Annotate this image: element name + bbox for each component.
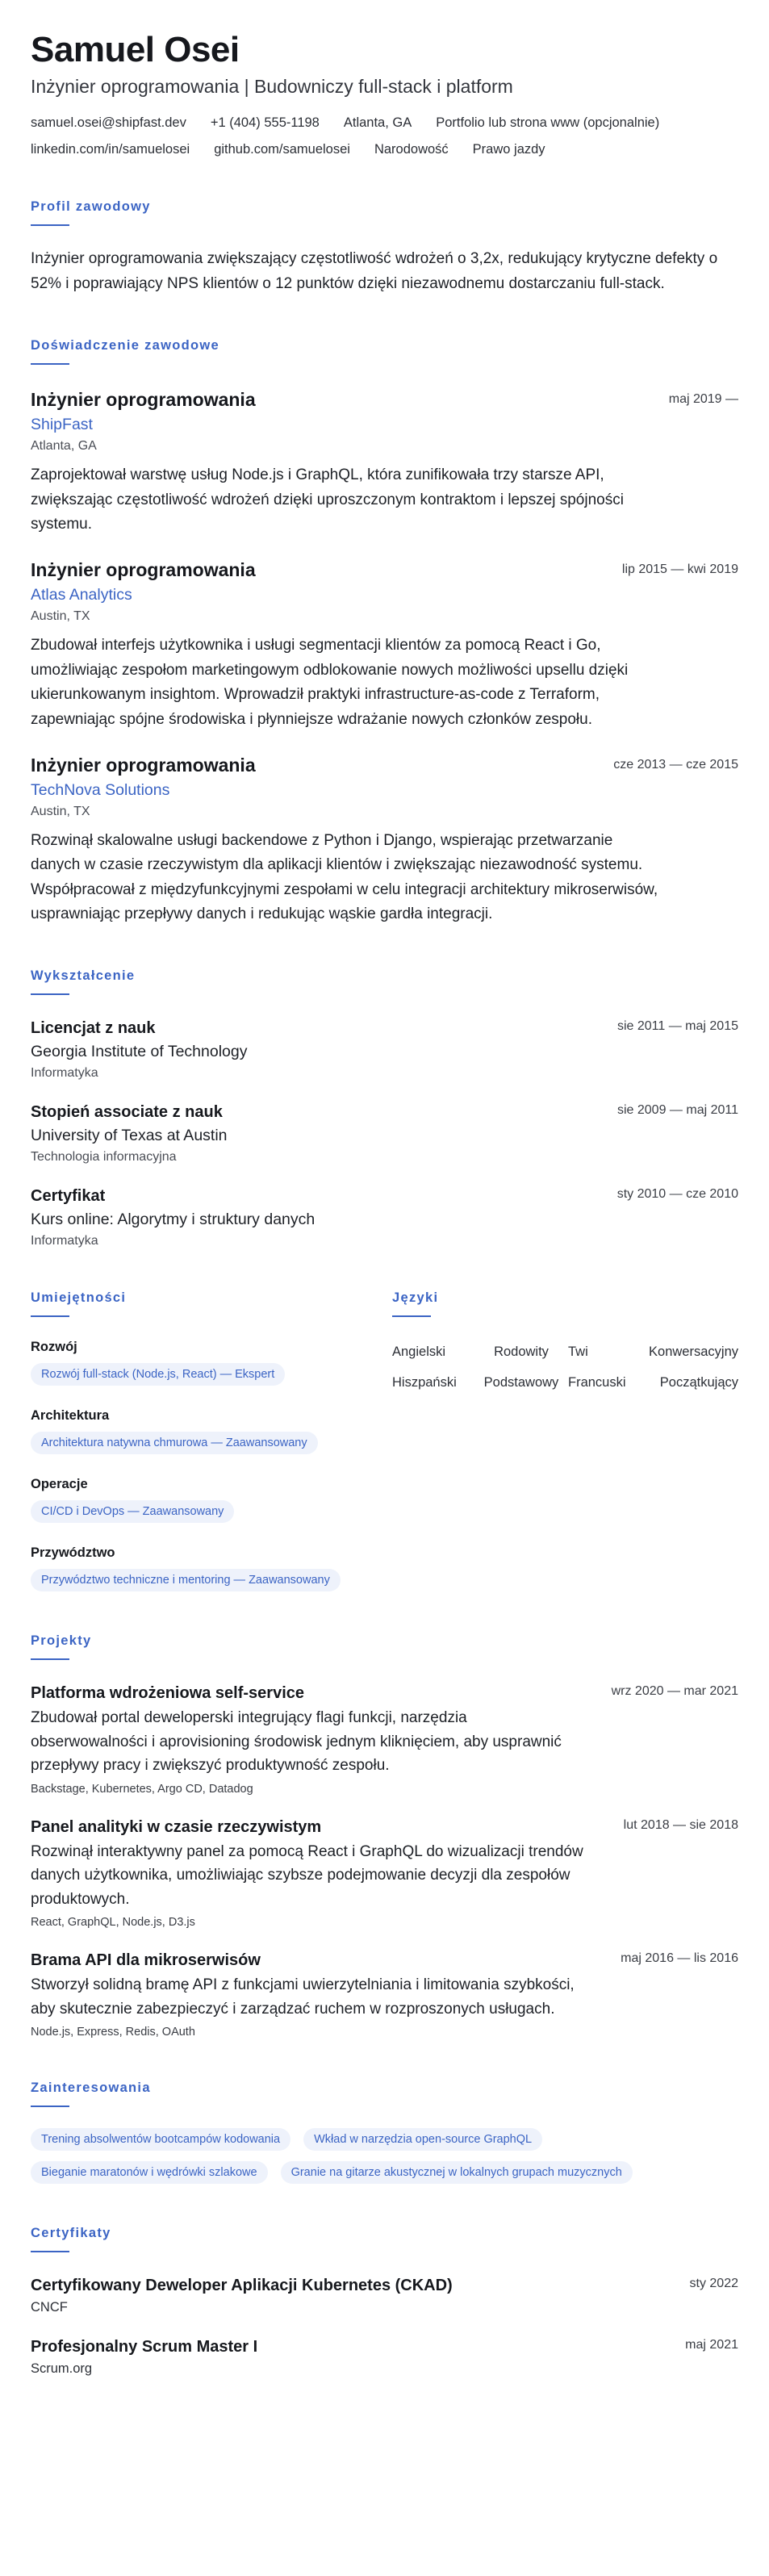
section-divider — [31, 1315, 69, 1317]
interests-list — [31, 2128, 725, 2184]
company-name: TechNova Solutions — [31, 780, 170, 799]
project-dates: lut 2018 — sie 2018 — [623, 1817, 738, 1832]
certificate-issuer: CNCF — [31, 2299, 68, 2315]
experience-entry — [31, 755, 738, 927]
contact-linkedin[interactable]: linkedin.com/in/samuelosei — [31, 142, 190, 157]
certificate-date: maj 2021 — [685, 2337, 738, 2352]
education-dates: sty 2010 — cze 2010 — [616, 1187, 738, 1202]
language-level: Konwersacyjny — [649, 1344, 738, 1360]
institution-name: Kurs online: Algorytmy i struktury danych — [31, 1211, 316, 1229]
contact-github[interactable]: github.com/samuelosei — [214, 142, 350, 157]
institution-name: Georgia Institute of Technology — [31, 1043, 248, 1061]
section-divider — [31, 224, 69, 226]
job-description: Zaprojektował warstwę usług Node.js i GraphQL, która zunifikowała trzy starsze API, zwiększając częstotliwość wdrożeń dzięki uproszczonym kontraktom i lepszej spójności systemu. — [31, 466, 624, 533]
interest-chip: Trening absolwentów bootcampów kodowania — [31, 2128, 290, 2151]
contact-email[interactable]: samuel.osei@shipfast.dev — [31, 115, 186, 131]
education-dates: sie 2009 — maj 2011 — [616, 1103, 738, 1118]
job-description: Rozwinął skalowalne usługi backendowe z Python i Django, wspierając przetwarzanie danych w czasie rzeczywistym dla aplikacji klientów i zwiększając niezawodność systemu. Współpracował z międzyfunkcyjnymi zespołami w celu integracji architektury mikroserwisów, usprawniając przepływy danych i redukując wąskie gardła integracji. — [31, 831, 658, 923]
education-entry — [31, 1187, 738, 1248]
profile-summary: Inżynier oprogramowania zwiększający częstotliwość wdrożeń o 3,2x, redukujący krytyczne defekty o 52% i poprawiający NPS klientów o 12 punktów dzięki niezawodnemu dostarczaniu full-stack. — [31, 250, 718, 292]
skill-category: Rozwój — [31, 1340, 77, 1355]
job-description: Zbudował interfejs użytkownika i usługi segmentacji klientów za pomocą React i Go, umożliwiając zespołom marketingowym odblokowanie nowych możliwości upsellu dzięki ukierunkowanym insightom. Wprowadził praktyki infrastructure-as-code z Terraform, zapewniając spójne środowiska i płynniejsze wdrażanie nowych członków zespołu. — [31, 637, 629, 728]
languages-section — [392, 1290, 738, 1591]
company-name: ShipFast — [31, 416, 93, 434]
section-title: Doświadczenie zawodowe — [31, 338, 219, 353]
certificate-entry — [31, 2338, 738, 2377]
contact-phone[interactable]: +1 (404) 555-1198 — [210, 115, 320, 131]
certificate-entry — [31, 2277, 738, 2315]
section-title: Zainteresowania — [31, 2080, 151, 2095]
profile-section — [31, 199, 738, 296]
education-entry — [31, 1019, 738, 1081]
language-name: Twi — [568, 1344, 588, 1360]
project-description: Stworzył solidną bramę API z funkcjami uwierzytelniania i limitowania szybkości, aby skutecznie zabezpieczyć i zarządzać ruchem w rozproszonych usługach. — [31, 1976, 575, 2018]
project-entry — [31, 1684, 738, 1795]
language-row — [392, 1344, 738, 1360]
project-tech: Node.js, Express, Redis, OAuth — [31, 2025, 195, 2039]
experience-entry — [31, 389, 738, 537]
skills-section — [31, 1290, 392, 1591]
experience-entry — [31, 559, 738, 732]
job-dates: cze 2013 — cze 2015 — [613, 757, 738, 772]
section-title: Certyfikaty — [31, 2225, 111, 2240]
education-dates: sie 2011 — maj 2015 — [616, 1019, 738, 1034]
contact-driving-license: Prawo jazdy — [472, 142, 545, 157]
project-description: Zbudował portal deweloperski integrujący flagi funkcji, narzędzia obserwowalności i aprovisioning środowisk jednym kliknięciem, aby usprawnić przepływy pracy i zwiększyć produktywność zespołu. — [31, 1709, 562, 1775]
contact-location: Atlanta, GA — [343, 115, 412, 131]
certificate-date: sty 2022 — [689, 2276, 738, 2290]
degree-title: Stopień associate z nauk — [31, 1103, 223, 1122]
language-level: Podstawowy — [483, 1375, 559, 1390]
project-name: Platforma wdrożeniowa self-service — [31, 1684, 305, 1703]
skills-languages-row — [31, 1290, 738, 1591]
skill-group — [31, 1340, 392, 1386]
field-of-study: Technologia informacyjna — [31, 1150, 177, 1165]
section-title: Profil zawodowy — [31, 199, 151, 215]
skill-group — [31, 1477, 392, 1523]
certificate-issuer: Scrum.org — [31, 2361, 93, 2376]
experience-section — [31, 338, 738, 926]
contact-nationality: Narodowość — [374, 142, 449, 157]
skill-chip: Przywództwo techniczne i mentoring — Zaawansowany — [31, 1569, 341, 1591]
headline: Inżynier oprogramowania | Budowniczy full-stack i platform — [31, 76, 513, 98]
project-dates: wrz 2020 — mar 2021 — [611, 1684, 738, 1699]
project-entry — [31, 1951, 738, 2039]
language-row — [392, 1375, 738, 1390]
project-description: Rozwinął interaktywny panel za pomocą React i GraphQL do wizualizacji trendów danych użytkownika, umożliwiając szybsze podejmowanie decyzji dla zespołów produktowych. — [31, 1842, 583, 1908]
project-entry — [31, 1818, 738, 1929]
interest-chip: Granie na gitarze akustycznej w lokalnych grupach muzycznych — [281, 2161, 633, 2184]
section-title: Wykształcenie — [31, 968, 136, 984]
section-divider — [392, 1315, 431, 1317]
section-divider — [31, 1658, 69, 1660]
certificates-section — [31, 2226, 738, 2377]
project-tech: React, GraphQL, Node.js, D3.js — [31, 1916, 195, 1930]
skill-category: Przywództwo — [31, 1545, 115, 1561]
job-location: Atlanta, GA — [31, 439, 97, 454]
languages-grid — [392, 1344, 738, 1390]
skill-chip: Architektura natywna chmurowa — Zaawansowany — [31, 1432, 318, 1454]
job-dates: maj 2019 — — [668, 392, 738, 407]
language-name: Francuski — [568, 1375, 626, 1390]
skill-category: Operacje — [31, 1477, 88, 1492]
skill-chip: Rozwój full-stack (Node.js, React) — Ekspert — [31, 1363, 285, 1386]
section-divider — [31, 363, 69, 365]
interest-chip: Bieganie maratonów i wędrówki szlakowe — [31, 2161, 268, 2184]
language-name: Angielski — [392, 1344, 446, 1360]
degree-title: Licencjat z nauk — [31, 1019, 156, 1038]
contact-list — [31, 115, 738, 157]
interest-chip: Wkład w narzędzia open-source GraphQL — [303, 2128, 542, 2151]
project-name: Panel analityki w czasie rzeczywistym — [31, 1817, 322, 1836]
section-divider — [31, 993, 69, 995]
section-title: Języki — [392, 1290, 439, 1306]
project-dates: maj 2016 — lis 2016 — [621, 1951, 738, 1966]
project-tech: Backstage, Kubernetes, Argo CD, Datadog — [31, 1782, 253, 1796]
candidate-name: Samuel Osei — [31, 30, 240, 69]
section-title: Projekty — [31, 1633, 92, 1649]
interests-section — [31, 2080, 738, 2184]
language-level: Rodowity — [494, 1344, 549, 1360]
job-title: Inżynier oprogramowania — [31, 389, 256, 411]
language-level: Początkujący — [659, 1375, 738, 1390]
field-of-study: Informatyka — [31, 1066, 98, 1081]
certificate-name: Profesjonalny Scrum Master I — [31, 2337, 258, 2356]
skill-category: Architektura — [31, 1408, 110, 1424]
skill-group — [31, 1545, 392, 1591]
job-location: Austin, TX — [31, 609, 90, 624]
job-title: Inżynier oprogramowania — [31, 559, 256, 581]
job-title: Inżynier oprogramowania — [31, 754, 256, 776]
education-entry — [31, 1103, 738, 1165]
section-divider — [31, 2251, 69, 2252]
certificate-name: Certyfikowany Deweloper Aplikacji Kubernetes (CKAD) — [31, 2276, 453, 2294]
company-name: Atlas Analytics — [31, 586, 132, 604]
job-dates: lip 2015 — kwi 2019 — [621, 562, 738, 577]
education-section — [31, 968, 738, 1248]
institution-name: University of Texas at Austin — [31, 1127, 228, 1145]
projects-section — [31, 1633, 738, 2039]
contact-portfolio[interactable]: Portfolio lub strona www (opcjonalnie) — [436, 115, 660, 131]
degree-title: Certyfikat — [31, 1187, 106, 1206]
section-title: Umiejętności — [31, 1290, 127, 1306]
project-name: Brama API dla mikroserwisów — [31, 1951, 261, 1970]
section-divider — [31, 2106, 69, 2107]
language-name: Hiszpański — [392, 1375, 457, 1390]
field-of-study: Informatyka — [31, 1234, 98, 1248]
skill-chip: CI/CD i DevOps — Zaawansowany — [31, 1500, 234, 1523]
skill-group — [31, 1408, 392, 1454]
job-location: Austin, TX — [31, 804, 90, 818]
